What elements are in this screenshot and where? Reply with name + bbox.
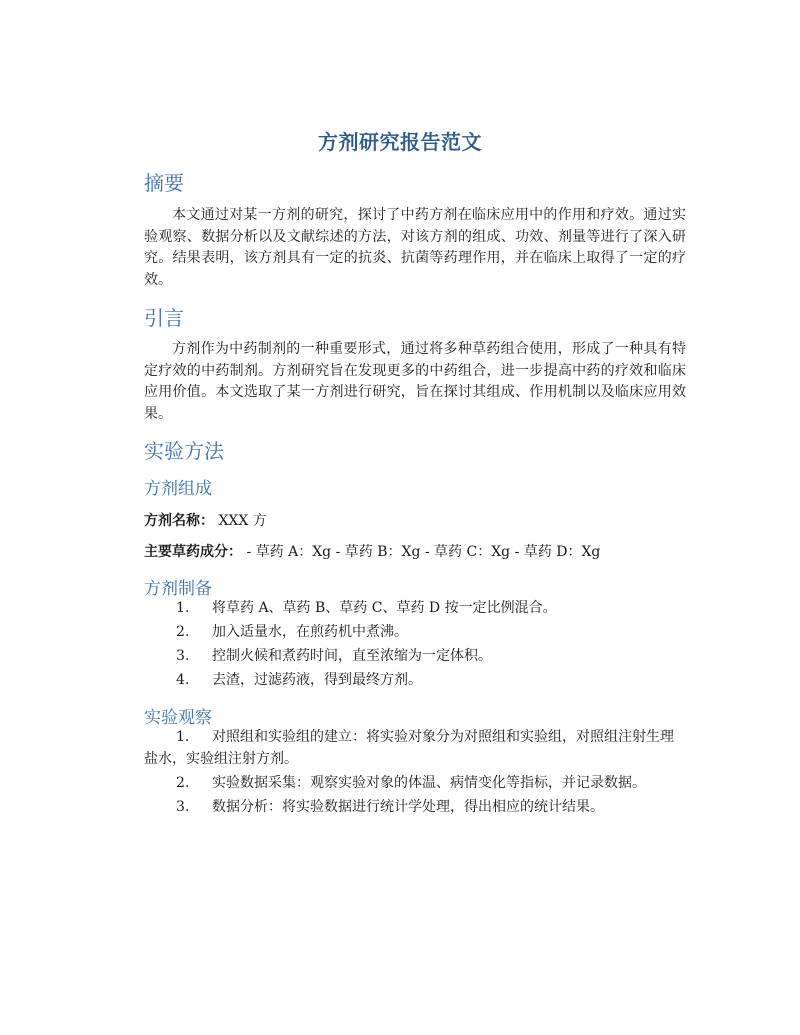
herbs-value: - 草药 A：Xg - 草药 B：Xg - 草药 C：Xg - 草药 D：Xg <box>242 544 601 560</box>
document-title: 方剂研究报告范文 <box>318 130 482 154</box>
abstract-heading: 摘要 <box>144 171 184 195</box>
preparation-steps <box>144 598 686 694</box>
step-text: 实验数据采集：观察实验对象的体温、病情变化等指标，并记录数据。 <box>212 774 646 791</box>
list-item <box>144 773 686 795</box>
step-number: 1. <box>176 600 190 616</box>
intro-paragraph: 方剂作为中药制剂的一种重要形式，通过将多种草药组合使用，形成了一种具有特定疗效的中药制剂。方剂研究旨在发现更多的中药组合，进一步提高中药的疗效和临床应用价值。本文选取了某一方剂进行研究，旨在探讨其组成、作用机制以及临床应用效果。 <box>144 341 686 422</box>
preparation-heading: 方剂制备 <box>144 579 212 599</box>
step-text: 对照组和实验组的建立：将实验对象分为对照组和实验组，对照组注射生理盐水，实验组注射方剂。 <box>144 729 674 767</box>
step-number: 4. <box>176 672 190 688</box>
composition-heading: 方剂组成 <box>144 479 212 499</box>
list-item <box>144 646 686 668</box>
list-item <box>144 670 686 692</box>
formula-name-label: 方剂名称： <box>144 513 214 529</box>
formula-name-line <box>144 510 267 530</box>
step-number: 2. <box>176 774 190 791</box>
list-item <box>144 622 686 644</box>
step-text: 控制火候和煮药时间，直至浓缩为一定体积。 <box>212 648 492 664</box>
observation-heading: 实验观察 <box>144 708 212 728</box>
herbs-line <box>144 541 600 561</box>
step-number: 3. <box>176 798 190 815</box>
step-number: 3. <box>176 648 190 664</box>
step-number: 1. <box>176 729 190 745</box>
list-item <box>144 598 686 620</box>
step-text: 加入适量水，在煎药机中煮沸。 <box>212 624 408 640</box>
intro-heading: 引言 <box>144 306 184 330</box>
methods-heading: 实验方法 <box>144 439 224 463</box>
step-text: 将草药 A、草药 B、草药 C、草药 D 按一定比例混合。 <box>212 600 557 616</box>
observation-steps <box>144 727 686 821</box>
abstract-paragraph: 本文通过对某一方剂的研究，探讨了中药方剂在临床应用中的作用和疗效。通过实验观察、数据分析以及文献综述的方法，对该方剂的组成、功效、剂量等进行了深入研究。结果表明，该方剂具有一定的抗炎、抗菌等药理作用，并在临床上取得了一定的疗效。 <box>144 207 686 288</box>
step-number: 2. <box>176 624 190 640</box>
step-text: 数据分析：将实验数据进行统计学处理，得出相应的统计结果。 <box>212 798 604 815</box>
list-item <box>144 727 686 770</box>
list-item <box>144 797 686 819</box>
herbs-label: 主要草药成分： <box>144 544 242 560</box>
formula-name-value: XXX 方 <box>214 513 267 529</box>
step-text: 去渣，过滤药液，得到最终方剂。 <box>212 672 422 688</box>
